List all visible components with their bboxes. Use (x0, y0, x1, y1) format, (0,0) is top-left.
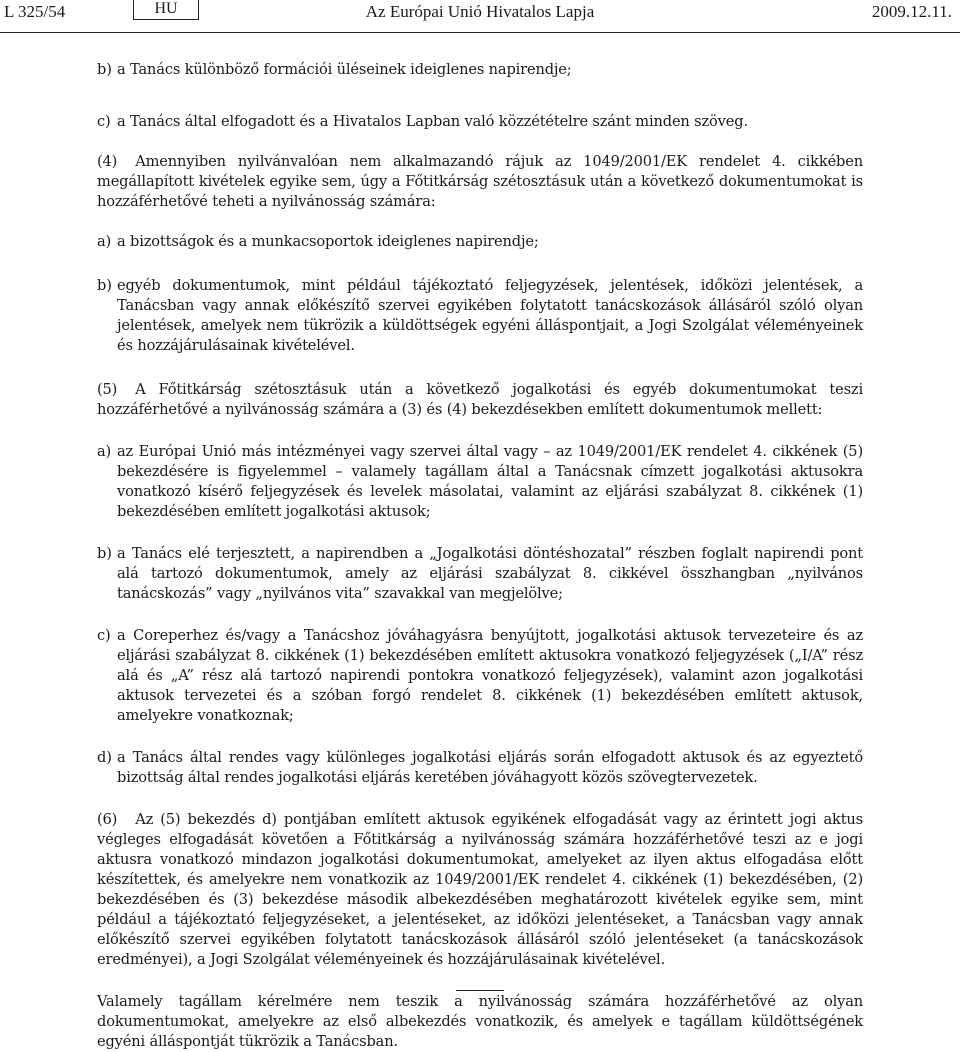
list-item (97, 544, 863, 604)
item-text: egyéb dokumentumok, mint például tájékoztató feljegyzések, jelentések, időközi jelentések, a Tanácsban vagy annak előkészítő szervei egyikében folytatott tanácskozások állásáról szóló olyan jelentések, amelyek nem tükrözik a küldöttségek egyéni álláspontjait, a Jogi Szolgálat véleményeinek és hozzájárulásainak kivételével. (117, 277, 863, 354)
paragraph-number: (6) (97, 811, 118, 828)
journal-title: Az Európai Unió Hivatalos Lapja (365, 2, 595, 21)
item-label: c) (97, 627, 111, 644)
item-text: a Tanács által rendes vagy különleges jogalkotási eljárás során elfogadott aktusok és az egyeztető bizottság által rendes jogalkotási eljárás keretében jóváhagyott közös szövegtervezetek. (117, 749, 863, 786)
item-label: a) (97, 233, 112, 250)
list-item (97, 626, 863, 726)
item-text: a Tanács elé terjesztett, a napirendben a „Jogalkotási döntéshozatal” részben foglalt napirendi pont alá tartozó dokumentumok, amely az eljárási szabályzat 8. cikkével összhangban „nyilvános tanácskozás” vagy „nyilvános vita” szavakkal van megjelölve; (117, 545, 863, 602)
document-body (97, 60, 863, 1052)
publication-date: 2009.12.11. (871, 2, 952, 21)
page-reference: L 325/54 (4, 2, 66, 21)
item-label: c) (97, 113, 111, 130)
list-item (97, 276, 863, 356)
language-code-box: HU (133, 0, 199, 20)
paragraph-6 (97, 810, 863, 970)
item-label: b) (97, 277, 112, 294)
list-item (97, 60, 863, 80)
list-item (97, 442, 863, 522)
paragraph-4 (97, 152, 863, 212)
paragraph-number: (5) (97, 381, 118, 398)
item-label: b) (97, 61, 112, 78)
footnote-divider (456, 990, 504, 991)
paragraph-number: (4) (97, 153, 118, 170)
paragraph-5 (97, 380, 863, 420)
closing-paragraph: Valamely tagállam kérelmére nem teszik a nyilvánosság számára hozzáférhetővé az olyan dokumentumokat, amelyekre az első albekezdés vonatkozik, és amelyek e tagállam küldöttségének egyéni álláspontját tükrözik a Tanácsban. (97, 993, 863, 1050)
paragraph-text: Amennyiben nyilvánvalóan nem alkalmazandó rájuk az 1049/2001/EK rendelet 4. cikkében megállapított kivételek egyike sem, úgy a Főtitkárság szétosztásuk után a következő dokumentumokat is hozzáférhetővé teheti a nyilvánosság számára: (97, 153, 863, 210)
item-label: a) (97, 443, 112, 460)
list-item (97, 112, 863, 132)
item-text: a bizottságok és a munkacsoportok ideiglenes napirendje; (117, 233, 539, 250)
item-text: a Tanács által elfogadott és a Hivatalos Lapban való közzétételre szánt minden szöveg. (117, 113, 748, 130)
item-text: az Európai Unió más intézményei vagy szervei által vagy – az 1049/2001/EK rendelet 4. cikkének (5) bekezdésére is figyelemmel – valamely tagállam által a Tanácsnak címzett jogalkotási aktusokra vonatkozó kísérő feljegyzések és levelek másolatai, valamint az eljárási szabályzat 8. cikkének (1) bekezdésében említett jogalkotási aktusok; (117, 443, 863, 520)
running-header (0, 0, 960, 24)
item-text: a Coreperhez és/vagy a Tanácshoz jóváhagyásra benyújtott, jogalkotási aktusok tervezeteire és az eljárási szabályzat 8. cikkének (1) bekezdésében említett aktusokra vonatkozó feljegyzések („I/A” rész alá és „A” rész alá tartozó napirendi pontokra vonatkozó feljegyzések), valamint azon jogalkotási aktusok tervezetei és a szóban forgó rendelet 8. cikkének (1) bekezdésében említett aktusok, amelyekre vonatkoznak; (117, 627, 863, 724)
item-label: b) (97, 545, 112, 562)
item-label: d) (97, 749, 112, 766)
paragraph-text: A Főtitkárság szétosztásuk után a következő jogalkotási és egyéb dokumentumokat teszi hozzáférhetővé a nyilvánosság számára a (3) és (4) bekezdésekben említett dokumentumok mellett: (97, 381, 863, 418)
list-item (97, 748, 863, 788)
list-item (97, 232, 863, 252)
item-text: a Tanács különböző formációi üléseinek ideiglenes napirendje; (117, 61, 572, 78)
paragraph-text: Az (5) bekezdés d) pontjában említett aktusok egyikének elfogadását vagy az érintett jogi aktus végleges elfogadását követően a Főtitkárság a nyilvánosság számára hozzáférhetővé teszi az e jogi aktusra vonatkozó mindazon jogalkotási dokumentumokat, amelyeket az ilyen aktus elfogadása előtt készítettek, és amelyekre nem vonatkozik az 1049/2001/EK rendelet 4. cikkének (1) bekezdésében, (2) bekezdésében és (3) bekezdése második albekezdésében meghatározott kivételek egyike sem, mint például a tájékoztató feljegyzéseket, a jelentéseket, az időközi jelentéseket, a Tanácsban vagy annak előkészítő szervei egyikében folytatott tanácskozások állásáról szóló jelentéseket (a tanácskozások eredményei), a Jogi Szolgálat véleményeinek és hozzájárulásainak kivételével. (97, 811, 863, 968)
header-divider (0, 32, 960, 33)
